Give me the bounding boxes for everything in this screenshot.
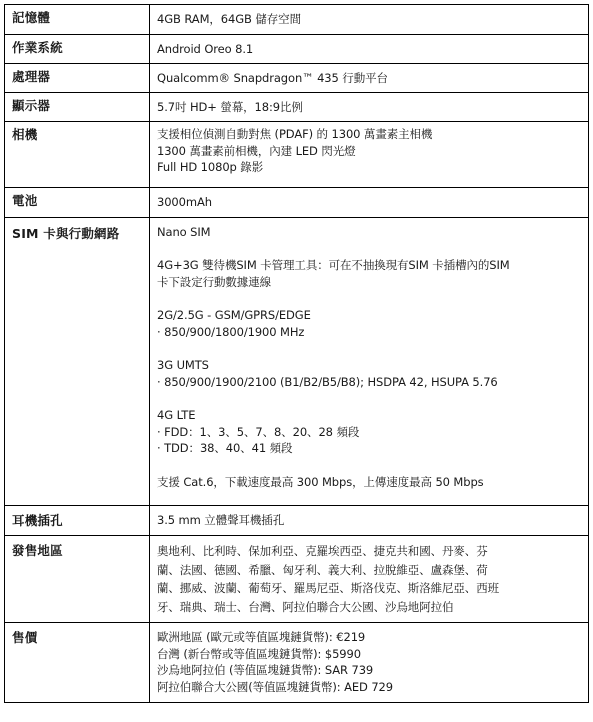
value-line: · 850/900/1800/1900 MHz <box>157 324 305 339</box>
value-line: 4G+3G 雙待機SIM 卡管理工具：可在不抽換現有SIM 卡插槽內的SIM <box>157 258 510 273</box>
value-line: Nano SIM <box>157 225 211 239</box>
value-line: 牙、瑞典、瑞士、台灣、阿拉伯聯合大公國、沙烏地阿拉伯 <box>157 599 454 614</box>
value-line: 5.7吋 HD+ 螢幕，18:9比例 <box>157 100 303 114</box>
row-camera <box>5 122 589 188</box>
value-line: 蘭、法國、德國、希臘、匈牙利、義大利、拉脫維亞、盧森堡、荷 <box>157 562 488 577</box>
value-cell <box>150 623 589 703</box>
value-line: · 850/900/1900/2100 (B1/B2/B5/B8); HSDPA 42, HSUPA 5.76 <box>157 374 498 389</box>
value-cell <box>150 536 589 623</box>
label-cell <box>5 93 150 122</box>
row-memory <box>5 5 589 35</box>
value-line: 沙烏地阿拉伯 (等值區塊鏈貨幣): SAR 739 <box>157 663 374 678</box>
row-label: 作業系統 <box>12 40 63 55</box>
value-line: 台灣 (新台幣或等值區塊鏈貨幣): $5990 <box>157 646 361 661</box>
label-cell <box>5 35 150 64</box>
label-cell <box>5 122 150 188</box>
value-cell <box>150 35 589 64</box>
row-label: 發售地區 <box>12 543 63 558</box>
label-cell <box>5 506 150 536</box>
row-price <box>5 623 589 703</box>
row-processor <box>5 64 589 93</box>
value-line: Android Oreo 8.1 <box>157 42 254 56</box>
value-line: 支援 Cat.6，下載速度最高 300 Mbps，上傳速度最高 50 Mbps <box>157 474 484 489</box>
value-line: 蘭、挪威、波蘭、葡萄牙、羅馬尼亞、斯洛伐克、斯洛維尼亞、西班 <box>157 581 499 595</box>
row-label: 電池 <box>12 193 38 208</box>
value-line: · FDD：1、3、5、7、8、20、28 頻段 <box>157 424 360 439</box>
value-cell <box>150 64 589 93</box>
row-battery <box>5 188 589 218</box>
label-cell <box>5 5 150 35</box>
label-cell <box>5 188 150 218</box>
row-label: 耳機插孔 <box>12 513 63 528</box>
value-cell <box>150 93 589 122</box>
label-cell <box>5 64 150 93</box>
value-line: Qualcomm® Snapdragon™ 435 行動平台 <box>157 71 388 85</box>
row-regions <box>5 536 589 623</box>
value-cell <box>150 218 589 506</box>
spec-table <box>4 4 589 703</box>
value-line: 阿拉伯聯合大公國(等值區塊鏈貨幣): AED 729 <box>157 680 393 695</box>
row-label: 處理器 <box>12 69 51 84</box>
row-label: 售價 <box>12 630 38 645</box>
row-sim-network <box>5 218 589 506</box>
label-cell <box>5 218 150 506</box>
value-cell <box>150 122 589 188</box>
row-os <box>5 35 589 64</box>
value-line: 4G LTE <box>157 407 196 422</box>
row-headphone-jack <box>5 506 589 536</box>
value-line: · TDD：38、40、41 頻段 <box>157 441 293 456</box>
value-line: 支援相位偵測自動對焦 (PDAF) 的 1300 萬畫素主相機 <box>157 127 433 141</box>
row-label: 顯示器 <box>12 98 51 113</box>
value-line: 3G UMTS <box>157 358 209 373</box>
value-line: 2G/2.5G - GSM/GPRS/EDGE <box>157 308 311 323</box>
value-line: 1300 萬畫素前相機，內建 LED 閃光燈 <box>157 143 356 158</box>
row-label: 相機 <box>12 127 38 142</box>
label-cell <box>5 623 150 703</box>
value-cell <box>150 5 589 35</box>
value-line: 歐洲地區 (歐元或等值區塊鏈貨幣): €219 <box>157 630 366 644</box>
value-line: 4GB RAM，64GB 儲存空間 <box>157 12 301 26</box>
value-line: 3000mAh <box>157 195 212 209</box>
value-cell <box>150 506 589 536</box>
row-label: 記憶體 <box>12 10 51 25</box>
row-label: SIM 卡與行動網路 <box>12 226 120 241</box>
value-line: Full HD 1080p 錄影 <box>157 160 264 175</box>
label-cell <box>5 536 150 623</box>
value-line: 卡下設定行動數據連線 <box>157 274 271 289</box>
value-cell <box>150 188 589 218</box>
value-line: 3.5 mm 立體聲耳機插孔 <box>157 513 285 527</box>
value-line: 奧地利、比利時、保加利亞、克羅埃西亞、捷克共和國、丹麥、芬 <box>157 544 488 558</box>
row-display <box>5 93 589 122</box>
